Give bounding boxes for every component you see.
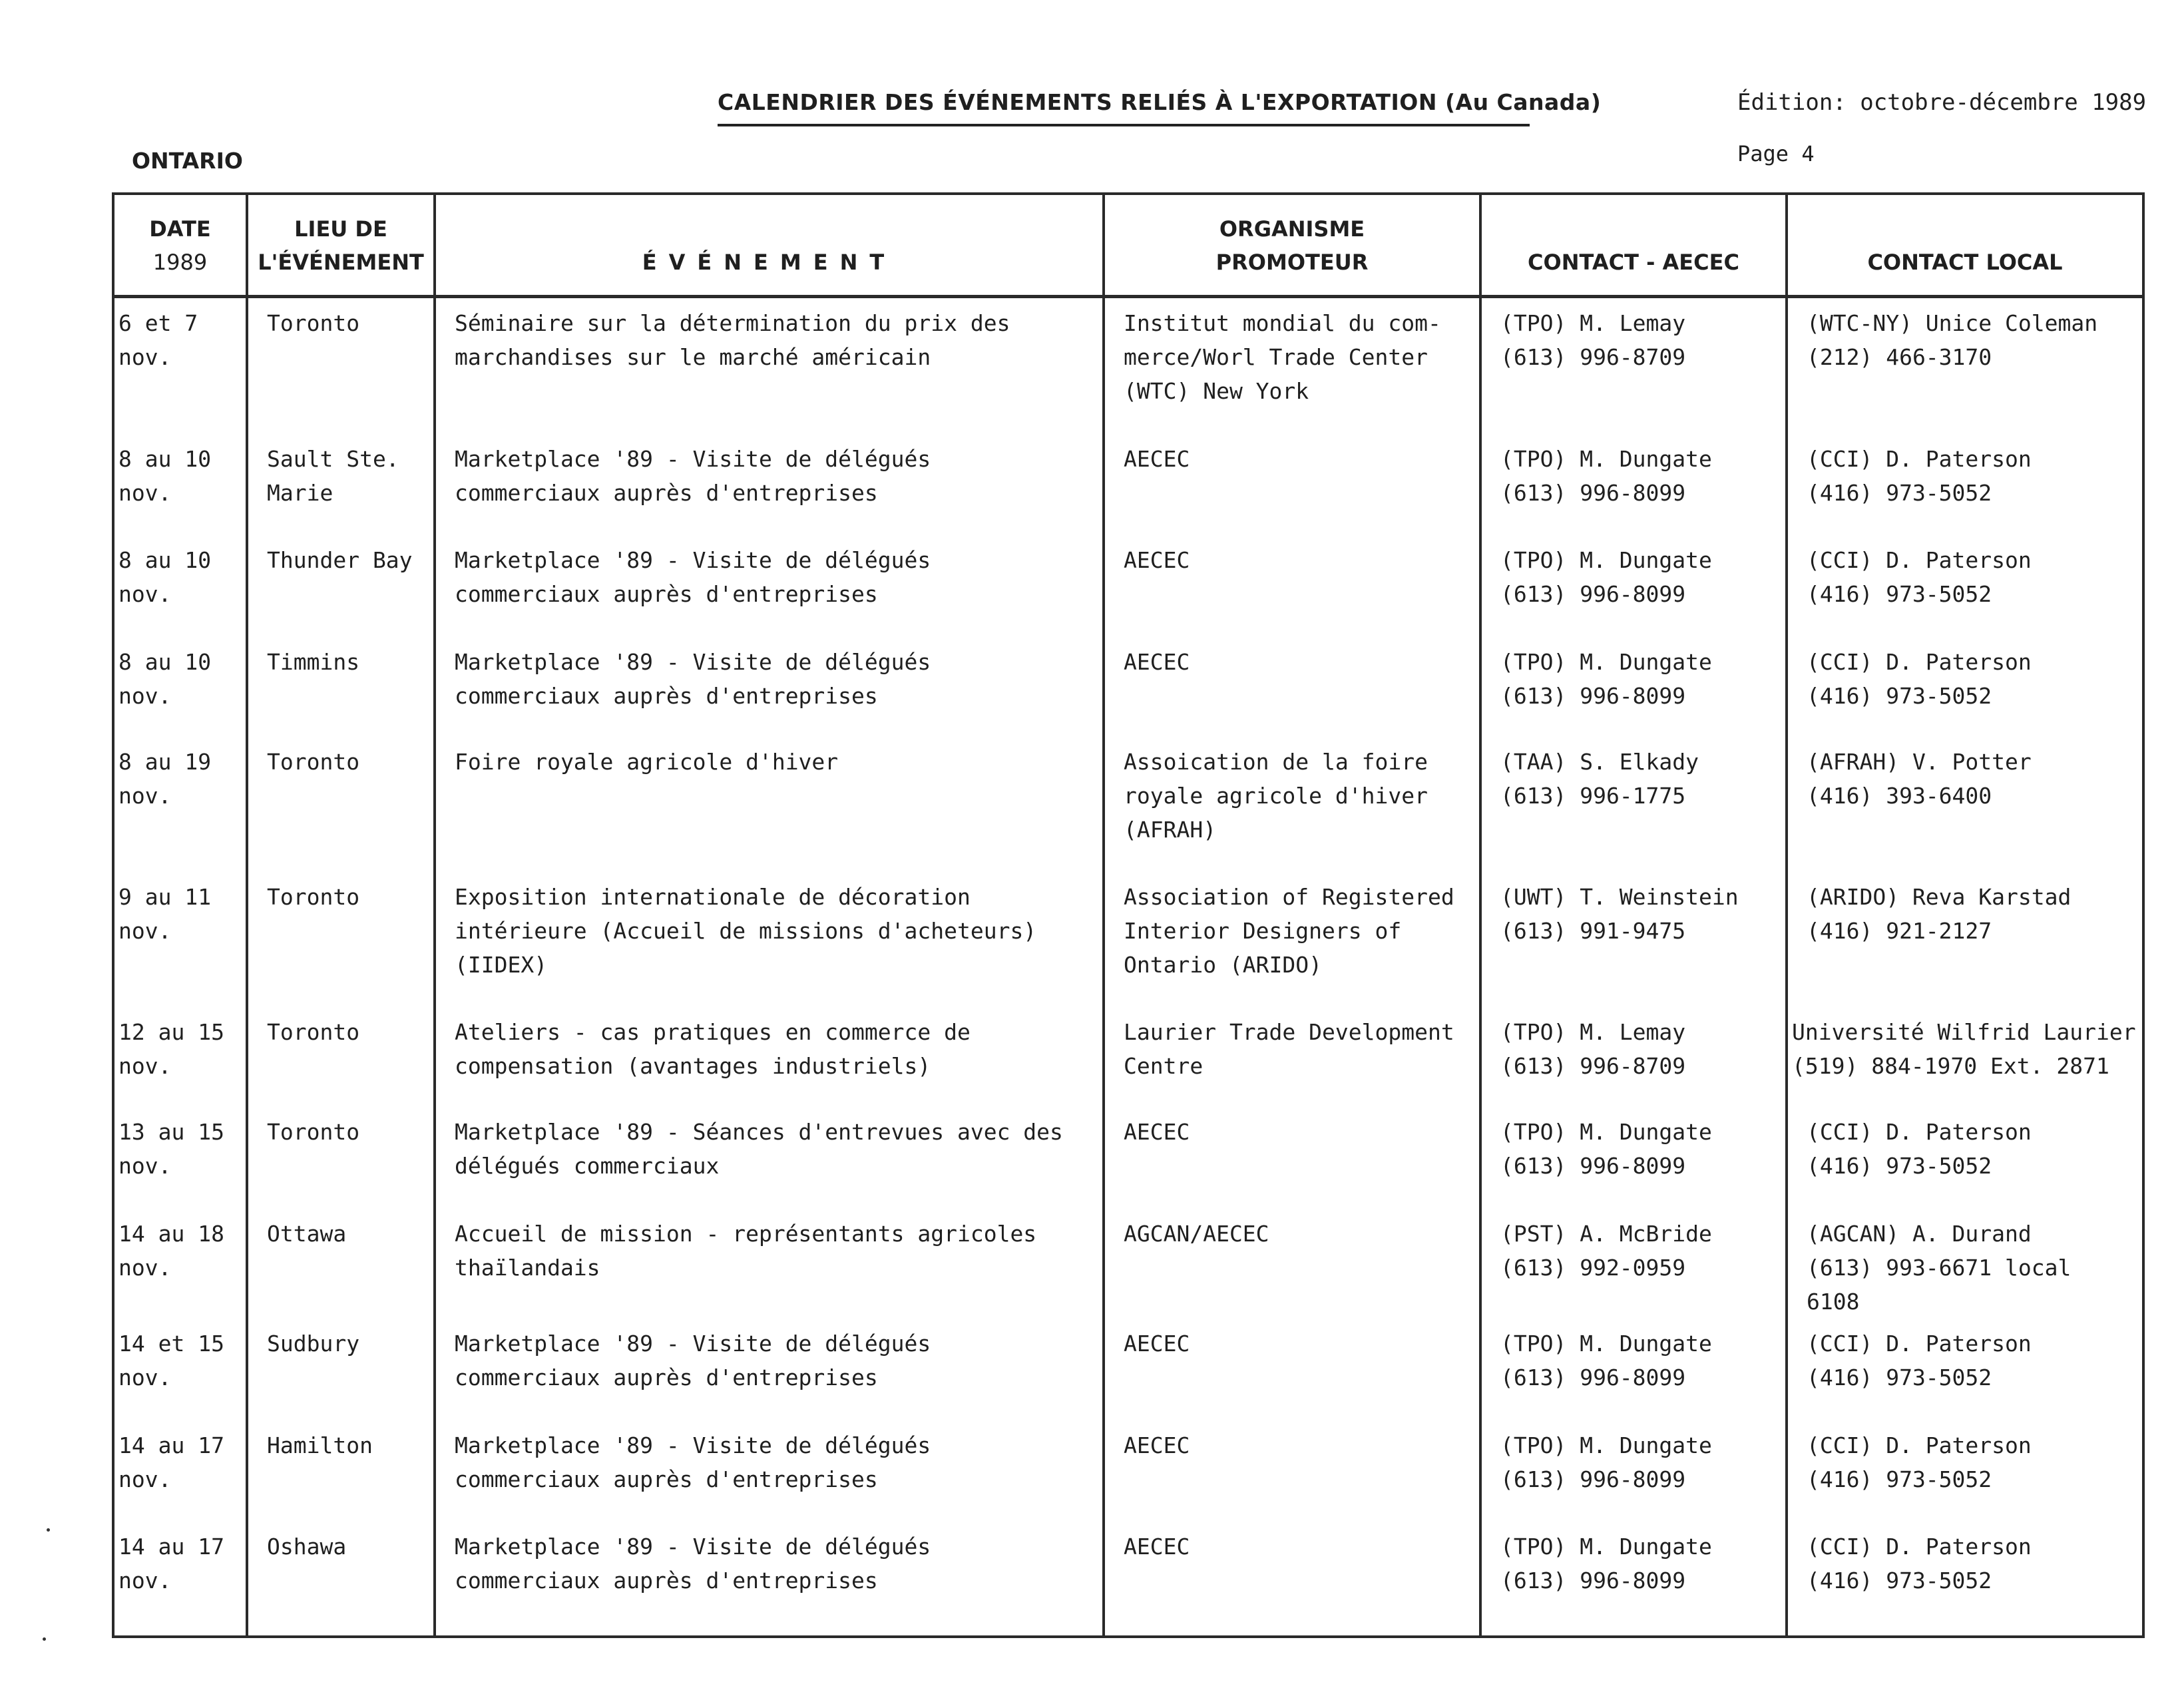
cell-lieu: Sault Ste. Marie bbox=[247, 434, 435, 536]
cell-contact-aecec: (TPO) M. Dungate (613) 996-8099 bbox=[1480, 535, 1787, 637]
cell-contact-local: (CCI) D. Paterson (416) 973-5052 bbox=[1787, 1522, 2143, 1637]
cell-evenement: Ateliers - cas pratiques en commerce de compensation (avantages industriels) bbox=[435, 1007, 1104, 1108]
table-row bbox=[113, 1420, 2143, 1522]
header-date bbox=[113, 194, 247, 296]
cell-contact-local: Université Wilfrid Laurier (519) 884-1970 Ext. 2871 bbox=[1787, 1007, 2143, 1108]
cell-contact-local: (AFRAH) V. Potter (416) 393-6400 bbox=[1787, 737, 2143, 872]
header-date-year: 1989 bbox=[152, 249, 208, 275]
cell-evenement: Marketplace '89 - Séances d'entrevues avec des délégués commerciaux bbox=[435, 1107, 1104, 1209]
header-row bbox=[113, 194, 2143, 296]
cell-date: 13 au 15 nov. bbox=[113, 1107, 247, 1209]
cell-evenement: Exposition internationale de décoration intérieure (Accueil de missions d'acheteurs) (IIDEX) bbox=[435, 872, 1104, 1007]
cell-organisme: AECEC bbox=[1104, 1107, 1480, 1209]
cell-evenement: Marketplace '89 - Visite de délégués commerciaux auprès d'entreprises bbox=[435, 1522, 1104, 1637]
edition-label: Édition: octobre-décembre 1989 bbox=[1737, 89, 2147, 116]
cell-organisme: Institut mondial du com- merce/Worl Trade Center (WTC) New York bbox=[1104, 296, 1480, 434]
cell-contact-aecec: (TAA) S. Elkady (613) 996-1775 bbox=[1480, 737, 1787, 872]
table-body bbox=[113, 296, 2143, 1637]
cell-lieu: Oshawa bbox=[247, 1522, 435, 1637]
cell-organisme: AECEC bbox=[1104, 1522, 1480, 1637]
cell-date: 14 au 18 nov. bbox=[113, 1209, 247, 1319]
cell-organisme: Association of Registered Interior Designers of Ontario (ARIDO) bbox=[1104, 872, 1480, 1007]
cell-evenement: Marketplace '89 - Visite de délégués commerciaux auprès d'entreprises bbox=[435, 535, 1104, 637]
cell-date: 12 au 15 nov. bbox=[113, 1007, 247, 1108]
scan-speck bbox=[47, 1528, 50, 1532]
cell-date: 9 au 11 nov. bbox=[113, 872, 247, 1007]
cell-contact-local: (CCI) D. Paterson (416) 973-5052 bbox=[1787, 1420, 2143, 1522]
cell-lieu: Toronto bbox=[247, 872, 435, 1007]
title-underline bbox=[718, 124, 1530, 126]
cell-evenement: Marketplace '89 - Visite de délégués commerciaux auprès d'entreprises bbox=[435, 434, 1104, 536]
cell-date: 14 au 17 nov. bbox=[113, 1420, 247, 1522]
header-organisme bbox=[1104, 194, 1480, 296]
header-contact-aecec bbox=[1480, 194, 1787, 296]
cell-lieu: Toronto bbox=[247, 737, 435, 872]
cell-contact-aecec: (PST) A. McBride (613) 992-0959 bbox=[1480, 1209, 1787, 1319]
table-header bbox=[113, 194, 2143, 296]
cell-lieu: Toronto bbox=[247, 296, 435, 434]
table-row bbox=[113, 1107, 2143, 1209]
page-number: Page 4 bbox=[1737, 141, 1815, 166]
cell-date: 8 au 19 nov. bbox=[113, 737, 247, 872]
cell-date: 6 et 7 nov. bbox=[113, 296, 247, 434]
table-row bbox=[113, 1319, 2143, 1420]
cell-date: 8 au 10 nov. bbox=[113, 535, 247, 637]
header-lieu bbox=[247, 194, 435, 296]
cell-lieu: Thunder Bay bbox=[247, 535, 435, 637]
document-title: CALENDRIER DES ÉVÉNEMENTS RELIÉS À L'EXPORTATION (Au Canada) bbox=[718, 89, 1602, 115]
header-contact-local-label: CONTACT LOCAL bbox=[1867, 249, 2063, 275]
table-row bbox=[113, 434, 2143, 536]
cell-lieu: Toronto bbox=[247, 1007, 435, 1108]
cell-evenement: Marketplace '89 - Visite de délégués commerciaux auprès d'entreprises bbox=[435, 637, 1104, 738]
cell-organisme: Laurier Trade Development Centre bbox=[1104, 1007, 1480, 1108]
cell-date: 8 au 10 nov. bbox=[113, 637, 247, 738]
cell-date: 8 au 10 nov. bbox=[113, 434, 247, 536]
cell-evenement: Marketplace '89 - Visite de délégués commerciaux auprès d'entreprises bbox=[435, 1319, 1104, 1420]
table-row bbox=[113, 637, 2143, 738]
cell-contact-aecec: (TPO) M. Lemay (613) 996-8709 bbox=[1480, 1007, 1787, 1108]
cell-lieu: Timmins bbox=[247, 637, 435, 738]
cell-organisme: AGCAN/AECEC bbox=[1104, 1209, 1480, 1319]
cell-organisme: AECEC bbox=[1104, 1319, 1480, 1420]
cell-contact-local: (CCI) D. Paterson (416) 973-5052 bbox=[1787, 535, 2143, 637]
cell-contact-aecec: (TPO) M. Dungate (613) 996-8099 bbox=[1480, 1522, 1787, 1637]
cell-contact-aecec: (TPO) M. Dungate (613) 996-8099 bbox=[1480, 1420, 1787, 1522]
table-row bbox=[113, 1209, 2143, 1319]
header-lieu-line2: L'ÉVÉNEMENT bbox=[258, 249, 424, 275]
table-row bbox=[113, 1522, 2143, 1637]
cell-contact-local: (CCI) D. Paterson (416) 973-5052 bbox=[1787, 1319, 2143, 1420]
cell-contact-aecec: (TPO) M. Dungate (613) 996-8099 bbox=[1480, 637, 1787, 738]
cell-contact-aecec: (TPO) M. Dungate (613) 996-8099 bbox=[1480, 1319, 1787, 1420]
table-row bbox=[113, 296, 2143, 434]
cell-evenement: Accueil de mission - représentants agricoles thaïlandais bbox=[435, 1209, 1104, 1319]
header-lieu-line1: LIEU DE bbox=[294, 216, 387, 242]
cell-contact-aecec: (UWT) T. Weinstein (613) 991-9475 bbox=[1480, 872, 1787, 1007]
header-organisme-line2: PROMOTEUR bbox=[1215, 249, 1369, 275]
cell-lieu: Hamilton bbox=[247, 1420, 435, 1522]
cell-contact-aecec: (TPO) M. Dungate (613) 996-8099 bbox=[1480, 434, 1787, 536]
header-evenement-label: ÉVÉNEMENT bbox=[642, 249, 897, 275]
scan-speck bbox=[43, 1637, 46, 1641]
cell-contact-local: (CCI) D. Paterson (416) 973-5052 bbox=[1787, 1107, 2143, 1209]
cell-contact-aecec: (TPO) M. Dungate (613) 996-8099 bbox=[1480, 1107, 1787, 1209]
cell-contact-local: (WTC-NY) Unice Coleman (212) 466-3170 bbox=[1787, 296, 2143, 434]
cell-lieu: Ottawa bbox=[247, 1209, 435, 1319]
table-row bbox=[113, 872, 2143, 1007]
header-contact-local bbox=[1787, 194, 2143, 296]
cell-organisme: AECEC bbox=[1104, 637, 1480, 738]
cell-contact-local: (CCI) D. Paterson (416) 973-5052 bbox=[1787, 434, 2143, 536]
cell-date: 14 et 15 nov. bbox=[113, 1319, 247, 1420]
cell-organisme: AECEC bbox=[1104, 434, 1480, 536]
cell-organisme: Assoication de la foire royale agricole d'hiver (AFRAH) bbox=[1104, 737, 1480, 872]
header-date-label: DATE bbox=[149, 216, 211, 242]
cell-lieu: Sudbury bbox=[247, 1319, 435, 1420]
cell-date: 14 au 17 nov. bbox=[113, 1522, 247, 1637]
cell-contact-aecec: (TPO) M. Lemay (613) 996-8709 bbox=[1480, 296, 1787, 434]
cell-lieu: Toronto bbox=[247, 1107, 435, 1209]
cell-organisme: AECEC bbox=[1104, 1420, 1480, 1522]
table-row bbox=[113, 737, 2143, 872]
cell-contact-local: (AGCAN) A. Durand (613) 993-6671 local 6108 bbox=[1787, 1209, 2143, 1319]
header-evenement bbox=[435, 194, 1104, 296]
cell-evenement: Foire royale agricole d'hiver bbox=[435, 737, 1104, 872]
events-table bbox=[112, 192, 2145, 1638]
header-organisme-line1: ORGANISME bbox=[1219, 216, 1365, 242]
table-row bbox=[113, 1007, 2143, 1108]
region-heading: ONTARIO bbox=[132, 148, 243, 174]
cell-organisme: AECEC bbox=[1104, 535, 1480, 637]
cell-evenement: Séminaire sur la détermination du prix des marchandises sur le marché américain bbox=[435, 296, 1104, 434]
table-row bbox=[113, 535, 2143, 637]
cell-contact-local: (ARIDO) Reva Karstad (416) 921-2127 bbox=[1787, 872, 2143, 1007]
cell-contact-local: (CCI) D. Paterson (416) 973-5052 bbox=[1787, 637, 2143, 738]
cell-evenement: Marketplace '89 - Visite de délégués commerciaux auprès d'entreprises bbox=[435, 1420, 1104, 1522]
header-contact-aecec-label: CONTACT - AECEC bbox=[1528, 249, 1739, 275]
